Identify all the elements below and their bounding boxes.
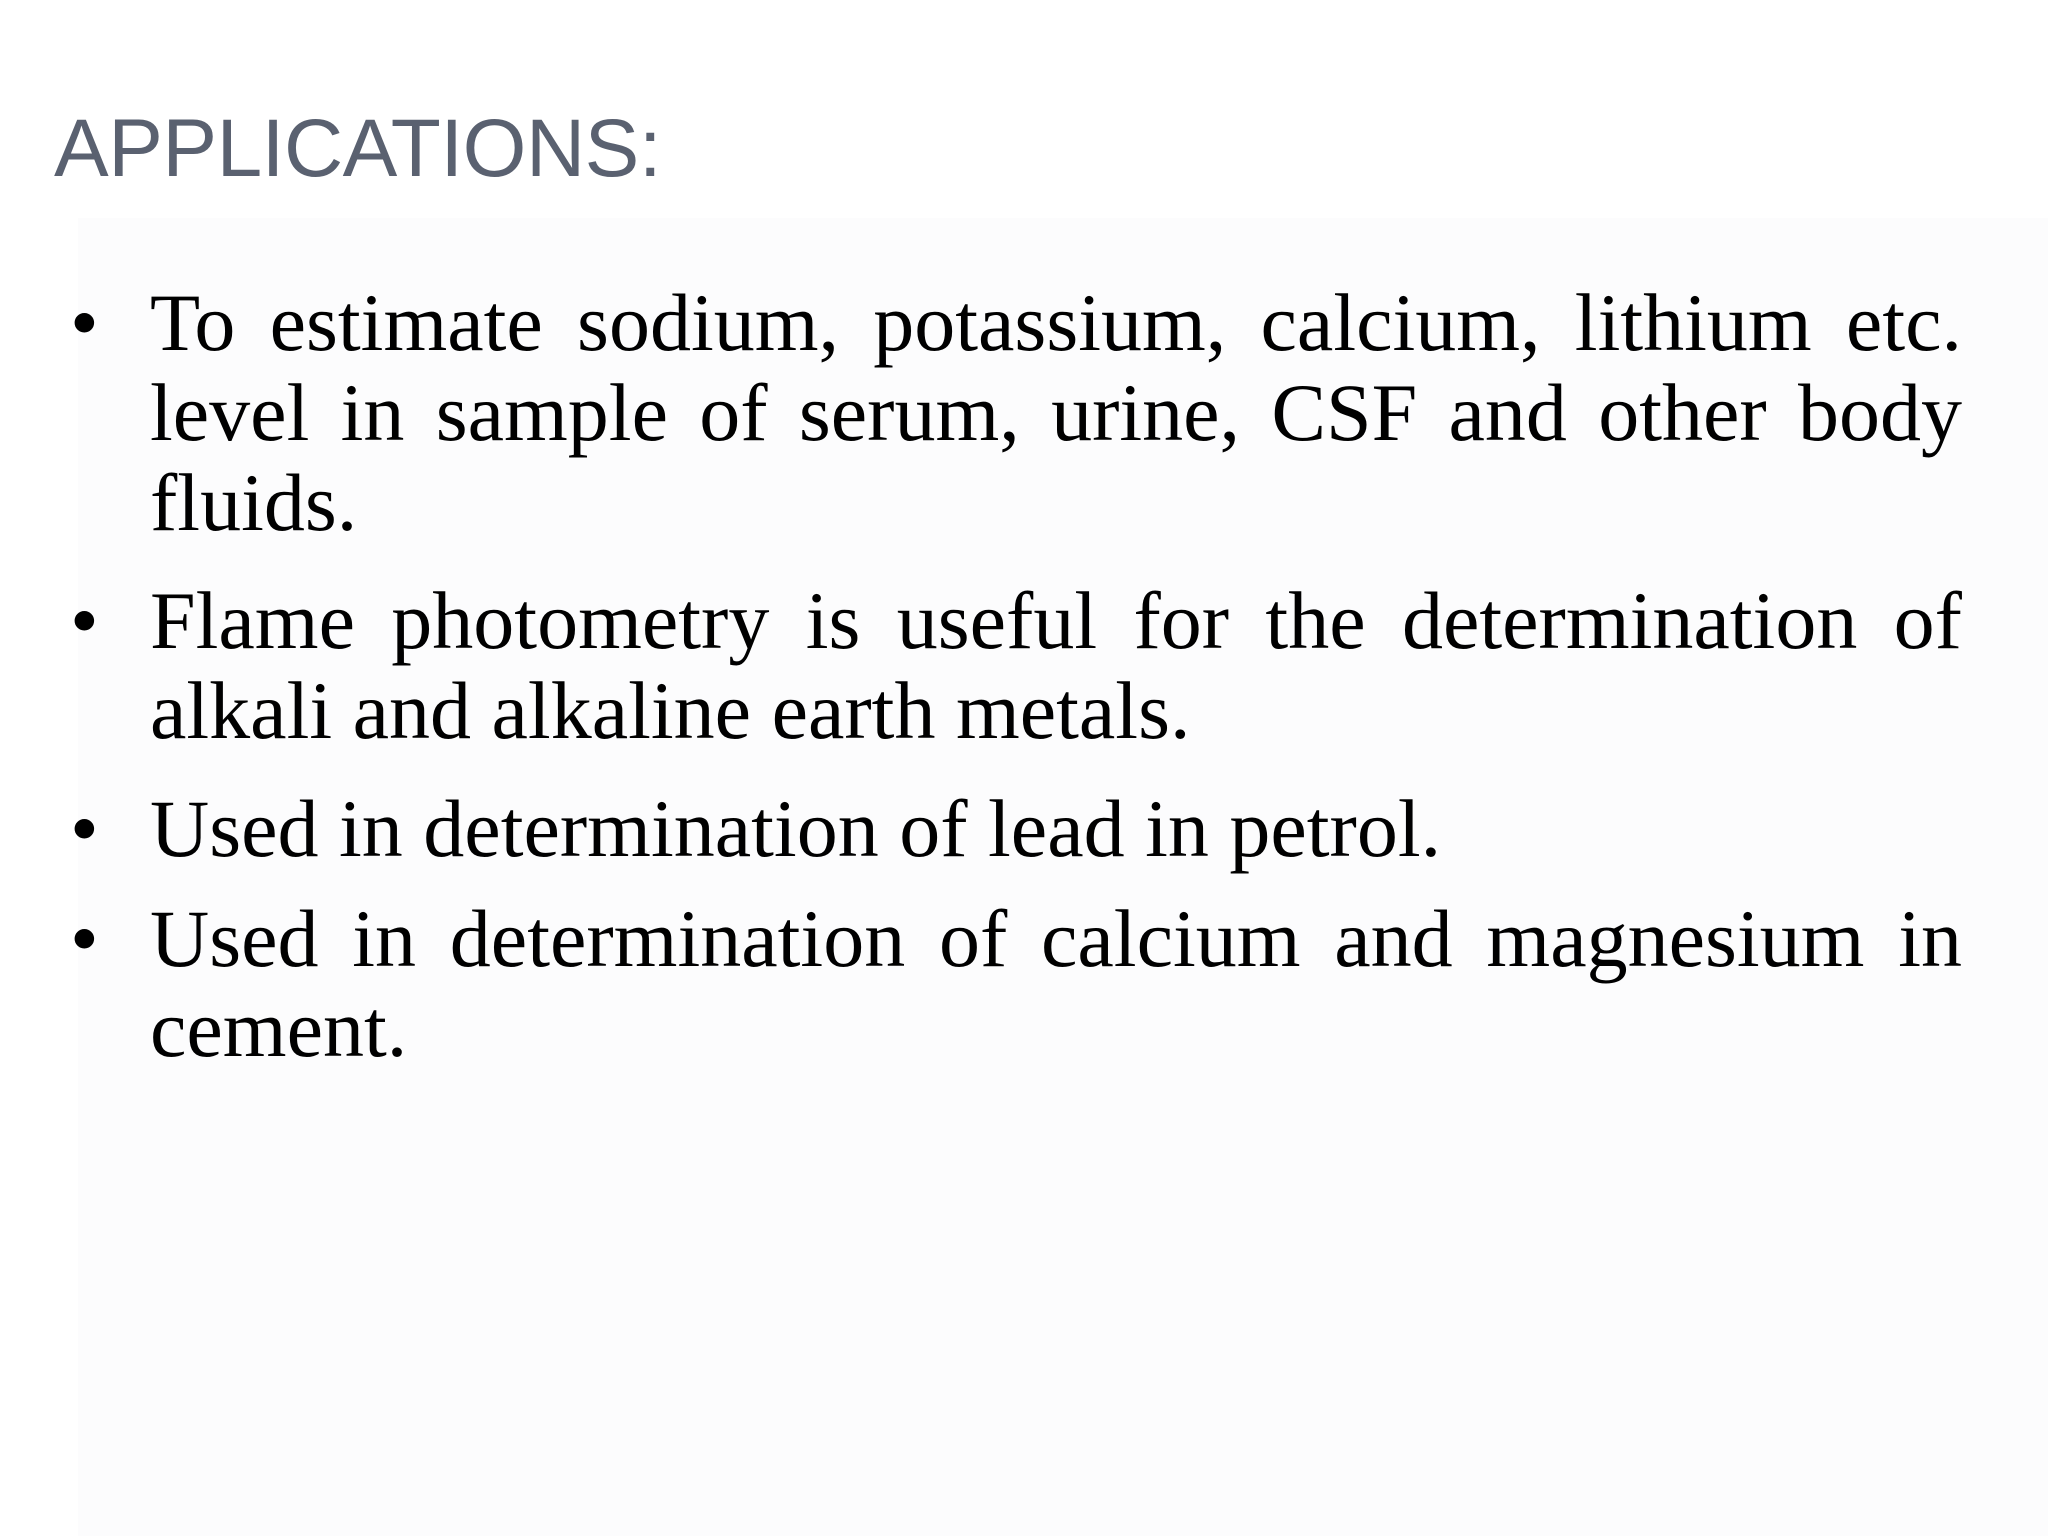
- bullet-item: [70, 277, 1962, 548]
- bullet-text: Flame photometry is useful for the determination of alkali and alkaline earth metals.: [150, 575, 1962, 756]
- bullet-icon: •: [70, 277, 99, 368]
- bullet-icon: •: [70, 893, 99, 984]
- bullet-text: To estimate sodium, potassium, calcium, lithium etc. level in sample of serum, urine, CSF and other body fluids.: [150, 277, 1962, 548]
- bullet-item: [70, 783, 1962, 874]
- bullet-item: [70, 575, 1962, 756]
- bullet-list: [70, 277, 1962, 1102]
- slide-title: APPLICATIONS:: [54, 103, 662, 194]
- bullet-text: Used in determination of lead in petrol.: [150, 783, 1442, 874]
- bullet-icon: •: [70, 783, 99, 874]
- bullet-item: [70, 893, 1962, 1074]
- bullet-icon: •: [70, 575, 99, 666]
- bullet-text: Used in determination of calcium and magnesium in cement.: [150, 893, 1962, 1074]
